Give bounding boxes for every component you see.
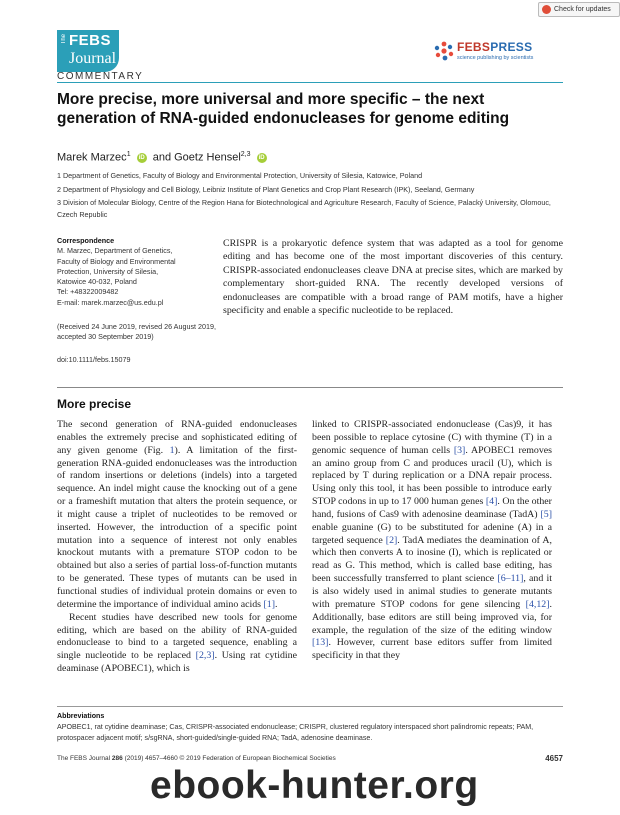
- abbreviations-divider: [57, 706, 563, 707]
- footer-journal: The FEBS Journal: [57, 755, 112, 762]
- citation-link[interactable]: [6–11]: [497, 573, 524, 585]
- affiliations: [57, 170, 563, 222]
- press-dots-icon: [433, 40, 455, 62]
- correspondence-heading: Correspondence: [57, 236, 115, 245]
- body-column-left: [57, 419, 297, 676]
- press-name: FEBSPRESS: [457, 40, 533, 54]
- author-2[interactable]: and Goetz Hensel: [152, 151, 241, 164]
- author-1-affil: 1: [126, 151, 131, 158]
- journal-logo-name: Journal: [69, 50, 117, 67]
- footer-copyright: (2019) 4657–4660 © 2019 Federation of European Biochemical Societies: [122, 755, 336, 762]
- citation-link[interactable]: [2]: [385, 534, 398, 546]
- section-divider: [57, 387, 563, 388]
- affiliation-2: 2 Department of Physiology and Cell Biology, Leibniz Institute of Plant Genetics and Crop Plant Research (IPK), Seeland, Germany: [57, 184, 475, 194]
- correspondence-line: Faculty of Biology and Environmental: [57, 256, 176, 266]
- citation-link[interactable]: [2,3]: [195, 650, 215, 662]
- article-title: More precise, more universal and more specific – the next generation of RNA-guided endonucleases for genome editing: [57, 91, 510, 127]
- journal-logo: [57, 30, 119, 72]
- section-heading: More precise: [57, 397, 132, 411]
- correspondence-line: Protection, University of Silesia,: [57, 266, 159, 276]
- press-logo: [433, 38, 563, 66]
- body-column-right: [312, 419, 552, 663]
- press-tagline: science publishing by scientists: [457, 55, 534, 61]
- correspondence-line: Katowice 40-032, Poland: [57, 277, 137, 287]
- abbreviations-text: APOBEC1, rat cytidine deaminase; Cas, CRISPR-associated endonuclease; CRISPR, clustered regulatory interspaced short palindromic repeats; PAM, protospacer adjacent motif; s/sgRNA, short-guided/single-guided RNA; TadA, adenosine deaminase.: [57, 722, 534, 742]
- section-label: COMMENTARY: [57, 71, 144, 82]
- citation-link[interactable]: [1]: [263, 598, 276, 610]
- citation-link[interactable]: [13]: [312, 637, 329, 649]
- author-2-affil: 2,3: [240, 151, 251, 158]
- received-dates: (Received 24 June 2019, revised 26 August 2019, accepted 30 September 2019): [57, 322, 217, 342]
- update-icon: [542, 5, 551, 14]
- header-divider: [57, 82, 563, 83]
- abstract: CRISPR is a prokaryotic defence system that was adapted as a tool for genome editing and has become one of the most important discoveries of this century. CRISPR-associated endonucleases cleave DNA at precise sites, which are marked by complementary short-guided RNA. The recently developed versions of endonucleases are compatible with a broad range of PAM motifs, have a higher specificity and enable a specific nucleotide to be replaced.: [223, 238, 563, 317]
- correspondence: [57, 236, 207, 308]
- citation-link[interactable]: [3]: [453, 444, 466, 456]
- orcid-icon[interactable]: iD: [258, 154, 265, 161]
- author-1[interactable]: Marek Marzec: [57, 151, 127, 164]
- page-number: 4657: [545, 754, 563, 763]
- footer-volume: 286: [111, 755, 123, 762]
- correspondence-email[interactable]: E-mail: marek.marzec@us.edu.pl: [57, 297, 164, 307]
- abbreviations: [57, 711, 563, 743]
- watermark: ebook-hunter.org: [150, 764, 479, 807]
- affiliation-1: 1 Department of Genetics, Faculty of Biology and Environmental Protection, University of Silesia, Katowice, Poland: [57, 171, 423, 180]
- citation-link[interactable]: [5]: [540, 508, 552, 520]
- abbreviations-heading: Abbreviations: [57, 712, 105, 720]
- citation-link[interactable]: [4]: [485, 496, 498, 508]
- paragraph: The second generation of RNA-guided endonucleases enables the extremely precise and sophisticated editing of any given genome (Fig. 1). A limitation of the first-generation RNA-guided endonucleases was the introduction of random insertions or deletions (indels) into a targeted sequence. An indel might cause the knocking out of a gene or a frameshift mutation that alters the protein sequence, or it might cause a triplet of nucleotides to be removed or inserted. However, the introduction of a specific point mutation into a sequence of interest not only enables knockout mutants with a premature STOP codon to be obtained but also a series of partial loss-of-function mutants to be generated. These types of mutants can be used in functional studies of individual protein domains or even to determine the importance of individual amino acids [1].: [57, 419, 297, 610]
- correspondence-line: M. Marzec, Department of Genetics,: [57, 246, 173, 256]
- author-line: [57, 151, 270, 164]
- correspondence-line: Tel: +48322009482: [57, 287, 119, 297]
- figure-link[interactable]: 1: [169, 444, 175, 456]
- doi-link[interactable]: doi:10.1111/febs.15079: [57, 355, 131, 364]
- check-for-updates-label: Check for updates: [554, 6, 611, 13]
- check-for-updates-button[interactable]: [538, 2, 620, 17]
- journal-logo-febs: FEBS: [69, 32, 112, 49]
- citation-link[interactable]: [4,12]: [525, 598, 550, 610]
- paragraph: Recent studies have described new tools for genome editing, which are based on the ability of RNA-guided endonuclease to bind to a targeted sequence, enabling a single nucleotide to be replaced [2,3]. Using rat cytidine deaminase (APOBEC1), which is: [57, 611, 297, 675]
- journal-logo-the: The: [61, 34, 67, 45]
- affiliation-3: 3 Division of Molecular Biology, Centre of the Region Hana for Biotechnological and Agriculture Research, Faculty of Science, Palacký University, Olomouc, Czech Republic: [57, 198, 551, 219]
- paragraph: linked to CRISPR-associated endonuclease (Cas)9, it has been possible to replace cytosine (C) with thymine (T) in a genomic sequence of human cells [3]. APOBEC1 removes an amino group from C and produces uracil (U), which is replaced by T during replication or a DNA repair process. Using only this tool, it has been possible to introduce early STOP codons in up to 17 000 human genes [4]. On the other hand, fusions of Cas9 with adenosine deaminase (TadA) [5] enable guanine (G) to be substituted for adenine (A) in a targeted sequence [2]. TadA mediates the deamination of A, which then converts A to inosine (I), which is replicated or read as G. This method, which is called base editing, has been successfully transferred to plant science [6–11], and it is also widely used in animal studies to generate mutants with premature STOP codons for gene silencing [4,12]. Additionally, base editors are still being improved via, for example, the regulation of the size of the editing window [13]. However, current base editors suffer from limited specificity in that they: [312, 419, 553, 662]
- page-footer: [57, 755, 563, 762]
- orcid-icon[interactable]: iD: [138, 154, 145, 161]
